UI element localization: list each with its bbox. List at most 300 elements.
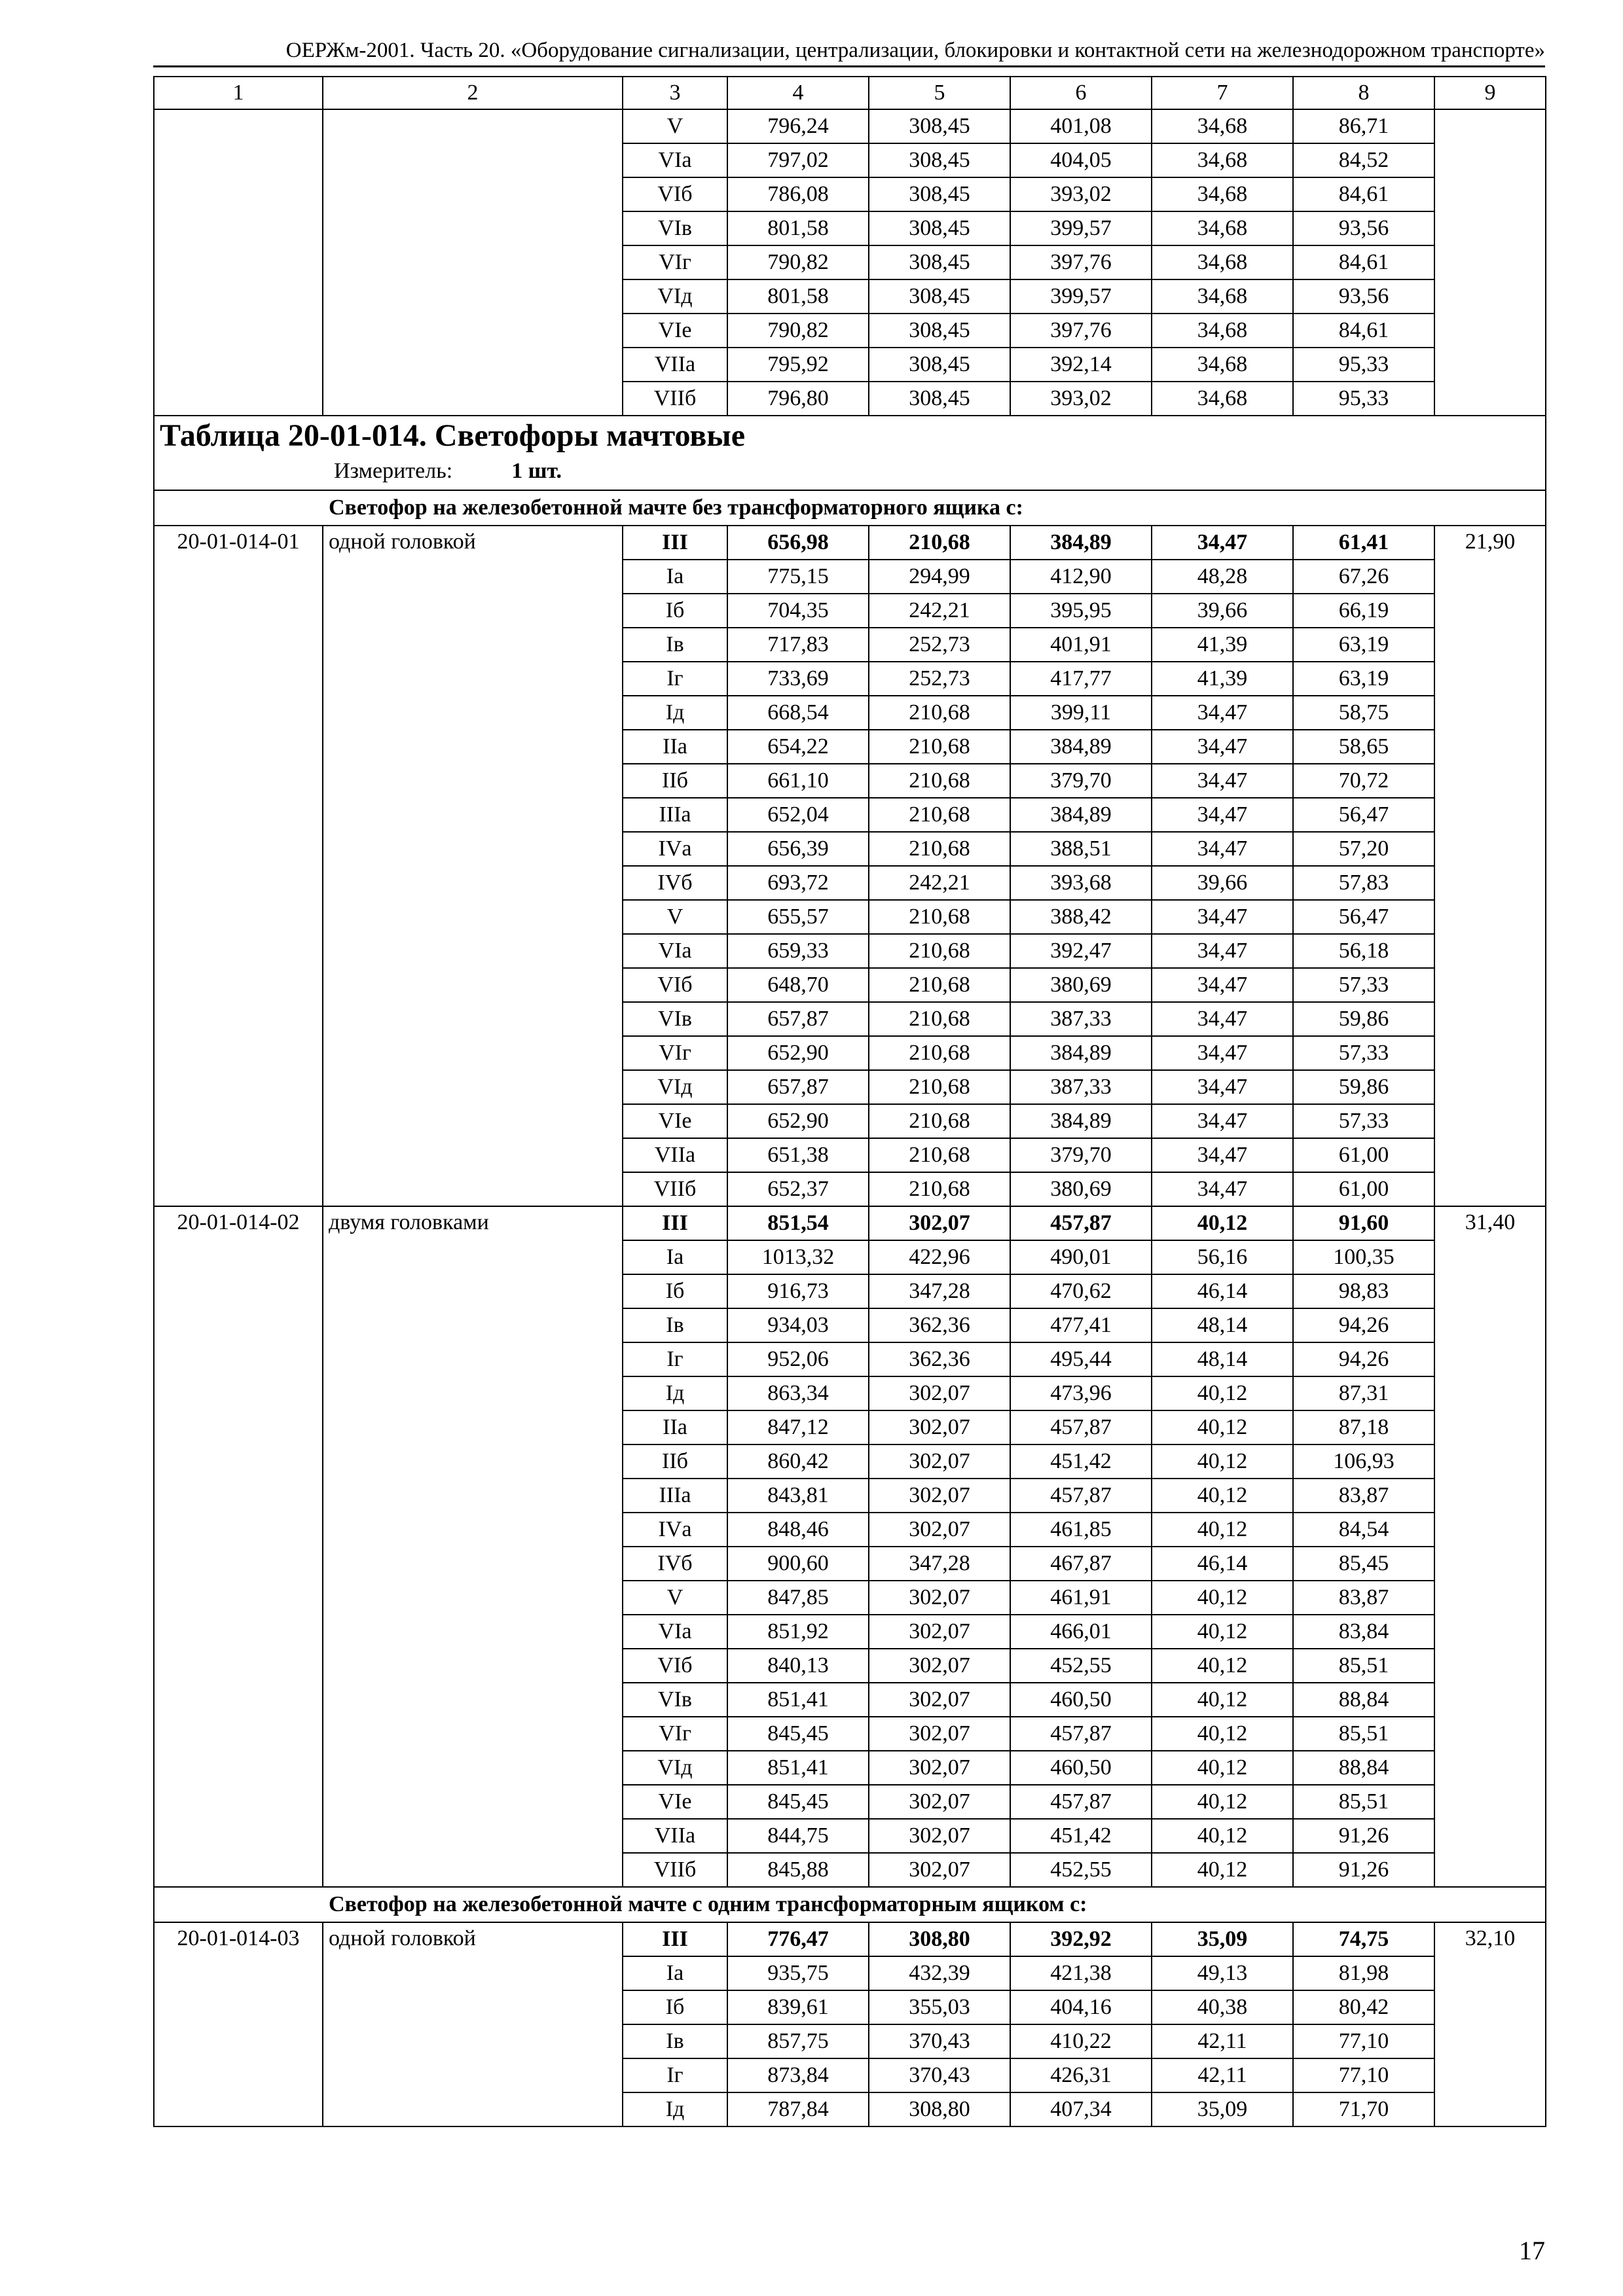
value-cell: 94,26 [1293,1308,1434,1342]
value-cell: 302,07 [869,1376,1010,1410]
value-cell: 34,47 [1152,1104,1293,1138]
zone-cell: III [623,1206,727,1240]
value-cell: 668,54 [727,696,869,730]
value-cell: 399,57 [1010,279,1152,314]
zone-cell: Iа [623,1956,727,1990]
value-cell: 302,07 [869,1513,1010,1547]
value-cell: 95,33 [1293,348,1434,382]
value-cell: 77,10 [1293,2024,1434,2058]
value-cell: 85,51 [1293,1717,1434,1751]
value-cell: 900,60 [727,1547,869,1581]
value-cell: 83,84 [1293,1615,1434,1649]
value-cell: 801,58 [727,279,869,314]
value-cell: 470,62 [1010,1274,1152,1308]
value-cell: 847,12 [727,1410,869,1444]
zone-cell: Iг [623,662,727,696]
zone-cell: VIд [623,279,727,314]
value-cell: 379,70 [1010,1138,1152,1172]
value-cell: 34,68 [1152,143,1293,177]
value-cell: 657,87 [727,1070,869,1104]
value-cell: 308,45 [869,211,1010,245]
table-title: Таблица 20-01-014. Светофоры мачтовые [160,418,746,453]
value-cell: 40,12 [1152,1717,1293,1751]
value-cell: 87,18 [1293,1410,1434,1444]
value-cell: 460,50 [1010,1751,1152,1785]
value-cell: 34,47 [1152,526,1293,560]
value-cell: 40,38 [1152,1990,1293,2024]
value-cell: 41,39 [1152,628,1293,662]
value-cell: 83,87 [1293,1581,1434,1615]
value-cell: 210,68 [869,696,1010,730]
value-cell: 461,91 [1010,1581,1152,1615]
value-cell: 84,61 [1293,177,1434,211]
zone-cell: VIг [623,1036,727,1070]
value-cell: 347,28 [869,1547,1010,1581]
value-cell: 34,68 [1152,348,1293,382]
value-cell: 393,02 [1010,382,1152,416]
value-cell: 388,51 [1010,832,1152,866]
zone-cell: Iб [623,1990,727,2024]
name-cell: двумя головками [323,1206,623,1887]
zone-cell: VIб [623,177,727,211]
value-cell: 380,69 [1010,1172,1152,1206]
value-cell: 302,07 [869,1683,1010,1717]
page-header: ОЕРЖм-2001. Часть 20. «Оборудование сигнализации, централизации, блокировки и контактной сети на железнодорожном транспорте» [153,35,1545,67]
value-cell: 393,68 [1010,866,1152,900]
value-cell: 81,98 [1293,1956,1434,1990]
value-cell: 210,68 [869,1138,1010,1172]
value-cell: 380,69 [1010,968,1152,1002]
value-cell: 61,00 [1293,1172,1434,1206]
value-cell: 91,26 [1293,1819,1434,1853]
value-cell: 651,38 [727,1138,869,1172]
value-cell: 83,87 [1293,1479,1434,1513]
value-cell: 56,47 [1293,798,1434,832]
value-cell: 34,68 [1152,279,1293,314]
zone-cell: VIб [623,968,727,1002]
value-cell: 57,83 [1293,866,1434,900]
value-cell: 652,04 [727,798,869,832]
zone-cell: IIа [623,1410,727,1444]
zone-cell: VIг [623,245,727,279]
table-title-row [154,416,1546,490]
value-cell: 88,84 [1293,1683,1434,1717]
page-number: 17 [1519,2236,1545,2265]
value-cell: 40,12 [1152,1410,1293,1444]
value-cell: 379,70 [1010,764,1152,798]
measure-line [160,456,1545,487]
value-cell: 302,07 [869,1410,1010,1444]
value-cell: 412,90 [1010,560,1152,594]
value-cell: 362,36 [869,1342,1010,1376]
value-cell: 34,47 [1152,1070,1293,1104]
column-number: 4 [727,77,869,109]
value-cell: 210,68 [869,1104,1010,1138]
value-cell: 790,82 [727,245,869,279]
value-cell: 88,84 [1293,1751,1434,1785]
value-cell: 417,77 [1010,662,1152,696]
value-cell: 384,89 [1010,1104,1152,1138]
value-cell: 302,07 [869,1819,1010,1853]
zone-cell: VIе [623,1104,727,1138]
zone-cell: VIа [623,1615,727,1649]
zone-cell: III [623,526,727,560]
value-cell: 655,57 [727,900,869,934]
zone-cell: Iв [623,628,727,662]
value-cell: 242,21 [869,866,1010,900]
zone-cell: VIв [623,1002,727,1036]
column-number: 3 [623,77,727,109]
value-cell: 916,73 [727,1274,869,1308]
zone-cell: Iг [623,1342,727,1376]
zone-cell: IIIа [623,1479,727,1513]
zone-cell: V [623,900,727,934]
value-cell: 935,75 [727,1956,869,1990]
name-cell [323,109,623,416]
value-cell: 46,14 [1152,1547,1293,1581]
zone-cell: VIIб [623,1853,727,1887]
value-cell: 477,41 [1010,1308,1152,1342]
zone-cell: Iг [623,2058,727,2092]
value-cell: 392,92 [1010,1922,1152,1956]
value-cell: 252,73 [869,628,1010,662]
value-cell: 294,99 [869,560,1010,594]
value-cell: 302,07 [869,1717,1010,1751]
value-cell: 40,12 [1152,1581,1293,1615]
value-cell: 860,42 [727,1444,869,1479]
value-cell: 934,03 [727,1308,869,1342]
value-cell: 388,42 [1010,900,1152,934]
value-cell: 48,14 [1152,1308,1293,1342]
value-cell: 452,55 [1010,1853,1152,1887]
value-cell: 461,85 [1010,1513,1152,1547]
value-cell: 426,31 [1010,2058,1152,2092]
zone-cell: VIа [623,143,727,177]
zone-cell: IIа [623,730,727,764]
value-cell: 857,75 [727,2024,869,2058]
value-cell: 308,45 [869,348,1010,382]
value-cell: 370,43 [869,2058,1010,2092]
value-cell: 776,47 [727,1922,869,1956]
column-number: 8 [1293,77,1434,109]
value-cell: 652,90 [727,1104,869,1138]
zone-cell: Iб [623,1274,727,1308]
value-cell: 847,85 [727,1581,869,1615]
value-cell: 796,24 [727,109,869,143]
value-cell: 210,68 [869,1070,1010,1104]
value-cell: 106,93 [1293,1444,1434,1479]
value-cell: 384,89 [1010,1036,1152,1070]
value-cell: 58,65 [1293,730,1434,764]
value-cell: 49,13 [1152,1956,1293,1990]
name-cell: одной головкой [323,526,623,1206]
value-cell: 355,03 [869,1990,1010,2024]
value-cell: 384,89 [1010,526,1152,560]
zone-cell: IVб [623,1547,727,1581]
value-cell: 656,39 [727,832,869,866]
value-cell: 40,12 [1152,1513,1293,1547]
value-cell: 370,43 [869,2024,1010,2058]
table-row [154,526,1546,560]
value-cell: 56,18 [1293,934,1434,968]
table-row [154,1922,1546,1956]
value-cell: 57,33 [1293,1104,1434,1138]
value-cell: 66,19 [1293,594,1434,628]
code-cell: 20-01-014-02 [154,1206,323,1887]
value-cell: 210,68 [869,764,1010,798]
code-cell: 20-01-014-03 [154,1922,323,2126]
zone-cell: VIIб [623,1172,727,1206]
table-body [154,77,1546,2126]
zone-cell: VIб [623,1649,727,1683]
zone-cell: Iв [623,2024,727,2058]
value-cell: 397,76 [1010,314,1152,348]
zone-cell: III [623,1922,727,1956]
value-cell: 57,20 [1293,832,1434,866]
value-cell: 952,06 [727,1342,869,1376]
value-cell: 843,81 [727,1479,869,1513]
value-cell: 302,07 [869,1206,1010,1240]
value-cell: 308,45 [869,382,1010,416]
value-cell: 40,12 [1152,1615,1293,1649]
value-cell: 61,00 [1293,1138,1434,1172]
zone-cell: VIIа [623,1138,727,1172]
zone-cell: VIв [623,211,727,245]
value-cell: 845,45 [727,1717,869,1751]
value-cell: 95,33 [1293,382,1434,416]
value-cell: 302,07 [869,1649,1010,1683]
value-cell: 308,45 [869,177,1010,211]
value-cell: 656,98 [727,526,869,560]
value-cell: 34,47 [1152,934,1293,968]
value-cell: 34,68 [1152,382,1293,416]
table-row [154,109,1546,143]
value-cell: 252,73 [869,662,1010,696]
value-cell: 863,34 [727,1376,869,1410]
value-cell: 840,13 [727,1649,869,1683]
value-cell: 210,68 [869,934,1010,968]
value-cell: 422,96 [869,1240,1010,1274]
value-cell: 91,26 [1293,1853,1434,1887]
zone-cell: Iв [623,1308,727,1342]
value-cell: 48,28 [1152,560,1293,594]
zone-cell: IVа [623,832,727,866]
value-cell: 839,61 [727,1990,869,2024]
value-cell: 717,83 [727,628,869,662]
value-cell: 100,35 [1293,1240,1434,1274]
group-title-row [154,1887,1546,1922]
value-cell: 467,87 [1010,1547,1152,1581]
value-cell: 63,19 [1293,628,1434,662]
value-cell: 460,50 [1010,1683,1152,1717]
table-title-cell [154,416,1546,490]
value-cell: 490,01 [1010,1240,1152,1274]
value-cell: 93,56 [1293,279,1434,314]
value-cell: 70,72 [1293,764,1434,798]
value-cell: 347,28 [869,1274,1010,1308]
value-cell: 48,14 [1152,1342,1293,1376]
value-cell: 1013,32 [727,1240,869,1274]
value-cell: 210,68 [869,526,1010,560]
value-cell: 61,41 [1293,526,1434,560]
zone-cell: Iа [623,1240,727,1274]
value-cell: 457,87 [1010,1206,1152,1240]
value-cell: 457,87 [1010,1479,1152,1513]
zone-cell: IIIа [623,798,727,832]
value-cell: 302,07 [869,1785,1010,1819]
value-cell: 308,80 [869,1922,1010,1956]
column-number: 6 [1010,77,1152,109]
zone-cell: VIг [623,1717,727,1751]
value-cell: 845,45 [727,1785,869,1819]
value-cell: 34,47 [1152,968,1293,1002]
value-cell: 40,12 [1152,1649,1293,1683]
value-cell: 845,88 [727,1853,869,1887]
value-cell: 457,87 [1010,1717,1152,1751]
zone-cell: IIб [623,1444,727,1479]
value-cell: 84,52 [1293,143,1434,177]
zone-cell: V [623,1581,727,1615]
value-cell: 851,92 [727,1615,869,1649]
value-cell: 308,45 [869,109,1010,143]
value-cell: 39,66 [1152,866,1293,900]
value-cell: 421,38 [1010,1956,1152,1990]
value-cell: 404,05 [1010,143,1152,177]
zone-cell: IVб [623,866,727,900]
value-cell: 387,33 [1010,1002,1152,1036]
zone-cell: VIд [623,1751,727,1785]
zone-cell: Iд [623,2092,727,2126]
group-title-row [154,490,1546,526]
value-cell: 94,26 [1293,1342,1434,1376]
value-cell: 34,47 [1152,1172,1293,1206]
value-cell: 452,55 [1010,1649,1152,1683]
value-cell: 85,45 [1293,1547,1434,1581]
value-cell: 59,86 [1293,1002,1434,1036]
value-cell: 399,11 [1010,696,1152,730]
value-cell: 302,07 [869,1581,1010,1615]
value-cell: 851,54 [727,1206,869,1240]
value-cell: 80,42 [1293,1990,1434,2024]
value-cell: 775,15 [727,560,869,594]
value-cell: 851,41 [727,1683,869,1717]
price-cell: 21,90 [1434,526,1546,1206]
zone-cell: VIв [623,1683,727,1717]
value-cell: 34,68 [1152,177,1293,211]
value-cell: 39,66 [1152,594,1293,628]
value-cell: 384,89 [1010,798,1152,832]
value-cell: 210,68 [869,730,1010,764]
value-cell: 704,35 [727,594,869,628]
value-cell: 308,45 [869,245,1010,279]
zone-cell: V [623,109,727,143]
group-title: Светофор на железобетонной мачте без трансформаторного ящика с: [154,490,1546,526]
group-title: Светофор на железобетонной мачте с одним трансформаторным ящиком с: [154,1887,1546,1922]
value-cell: 302,07 [869,1853,1010,1887]
value-cell: 242,21 [869,594,1010,628]
zone-cell: VIIа [623,1819,727,1853]
value-cell: 34,47 [1152,1002,1293,1036]
value-cell: 84,61 [1293,245,1434,279]
value-cell: 34,68 [1152,109,1293,143]
value-cell: 87,31 [1293,1376,1434,1410]
value-cell: 40,12 [1152,1444,1293,1479]
value-cell: 473,96 [1010,1376,1152,1410]
value-cell: 34,68 [1152,211,1293,245]
value-cell: 34,47 [1152,900,1293,934]
value-cell: 432,39 [869,1956,1010,1990]
value-cell: 84,54 [1293,1513,1434,1547]
value-cell: 384,89 [1010,730,1152,764]
zone-cell: VIIб [623,382,727,416]
value-cell: 308,45 [869,314,1010,348]
value-cell: 56,47 [1293,900,1434,934]
value-cell: 401,08 [1010,109,1152,143]
value-cell: 654,22 [727,730,869,764]
value-cell: 302,07 [869,1615,1010,1649]
value-cell: 362,36 [869,1308,1010,1342]
value-cell: 457,87 [1010,1785,1152,1819]
value-cell: 659,33 [727,934,869,968]
value-cell: 387,33 [1010,1070,1152,1104]
measure-value: 1 шт. [511,459,562,483]
value-cell: 34,68 [1152,245,1293,279]
value-cell: 210,68 [869,1172,1010,1206]
value-cell: 404,16 [1010,1990,1152,2024]
value-cell: 98,83 [1293,1274,1434,1308]
price-cell: 32,10 [1434,1922,1546,2126]
value-cell: 210,68 [869,1002,1010,1036]
value-cell: 873,84 [727,2058,869,2092]
zone-cell: Iа [623,560,727,594]
value-cell: 84,61 [1293,314,1434,348]
value-cell: 733,69 [727,662,869,696]
value-cell: 40,12 [1152,1479,1293,1513]
value-cell: 693,72 [727,866,869,900]
value-cell: 41,39 [1152,662,1293,696]
value-cell: 210,68 [869,832,1010,866]
price-cell: 31,40 [1434,1206,1546,1887]
value-cell: 42,11 [1152,2024,1293,2058]
value-cell: 40,12 [1152,1376,1293,1410]
value-cell: 661,10 [727,764,869,798]
value-cell: 86,71 [1293,109,1434,143]
value-cell: 302,07 [869,1751,1010,1785]
value-cell: 392,47 [1010,934,1152,968]
table-row [154,1206,1546,1240]
value-cell: 495,44 [1010,1342,1152,1376]
value-cell: 210,68 [869,968,1010,1002]
value-cell: 457,87 [1010,1410,1152,1444]
zone-cell: Iд [623,696,727,730]
value-cell: 34,47 [1152,798,1293,832]
column-number: 1 [154,77,323,109]
value-cell: 801,58 [727,211,869,245]
value-cell: 407,34 [1010,2092,1152,2126]
value-cell: 393,02 [1010,177,1152,211]
value-cell: 91,60 [1293,1206,1434,1240]
value-cell: 397,76 [1010,245,1152,279]
value-cell: 395,95 [1010,594,1152,628]
value-cell: 77,10 [1293,2058,1434,2092]
value-cell: 63,19 [1293,662,1434,696]
zone-cell: Iд [623,1376,727,1410]
value-cell: 42,11 [1152,2058,1293,2092]
value-cell: 401,91 [1010,628,1152,662]
value-cell: 308,45 [869,279,1010,314]
value-cell: 302,07 [869,1444,1010,1479]
value-cell: 34,68 [1152,314,1293,348]
